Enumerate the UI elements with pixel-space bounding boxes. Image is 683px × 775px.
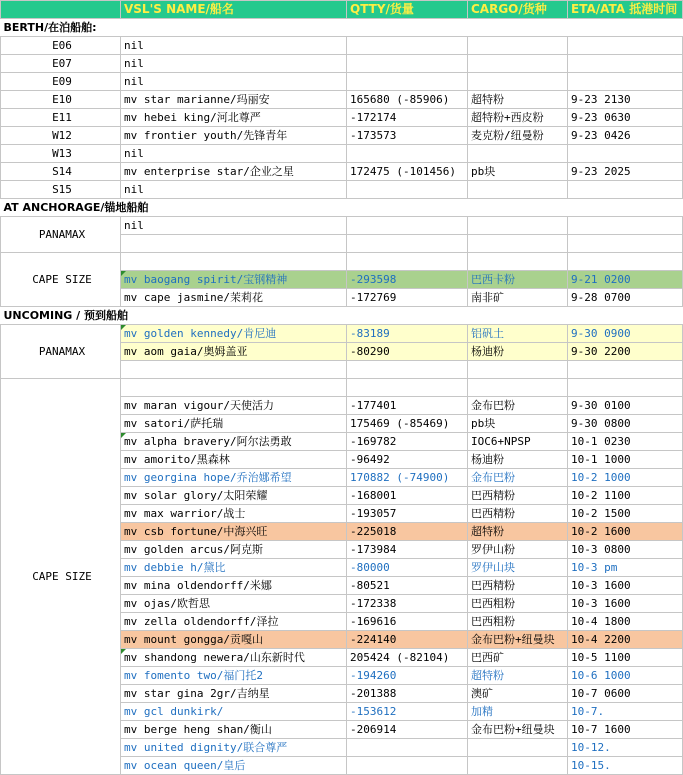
quantity-cell[interactable] <box>347 145 468 163</box>
cargo-cell[interactable]: 巴西粗粉 <box>468 613 568 631</box>
cargo-cell[interactable]: 巴西卡粉 <box>468 271 568 289</box>
vessel-class-cell[interactable]: PANAMAX <box>1 217 121 253</box>
cargo-cell[interactable]: 巴西矿 <box>468 649 568 667</box>
cargo-cell[interactable]: 杨迪粉 <box>468 451 568 469</box>
vessel-name-cell[interactable]: nil <box>121 73 347 91</box>
quantity-cell[interactable]: -177401 <box>347 397 468 415</box>
section-empty-cell[interactable] <box>347 307 468 325</box>
vessel-name-cell[interactable]: mv gcl dunkirk/ <box>121 703 347 721</box>
vessel-row <box>1 325 683 343</box>
vessel-name-cell[interactable]: nil <box>121 55 347 73</box>
eta-cell[interactable]: 9-23 0630 <box>568 109 683 127</box>
berth-row <box>1 127 683 145</box>
quantity-cell[interactable] <box>347 757 468 775</box>
cargo-cell[interactable]: 巴西精粉 <box>468 577 568 595</box>
section-empty-cell[interactable] <box>121 199 347 217</box>
vessel-name-cell[interactable] <box>121 361 347 379</box>
berth-label-cell[interactable]: W13 <box>1 145 121 163</box>
eta-cell[interactable]: 10-2 1000 <box>568 469 683 487</box>
section-empty-cell[interactable] <box>347 199 468 217</box>
quantity-cell[interactable]: -293598 <box>347 271 468 289</box>
quantity-cell[interactable] <box>347 55 468 73</box>
header-vessel-name[interactable]: VSL'S NAME/船名 <box>121 1 347 19</box>
quantity-cell[interactable]: -173984 <box>347 541 468 559</box>
cargo-cell[interactable]: pb块 <box>468 163 568 181</box>
berth-label-cell[interactable]: E07 <box>1 55 121 73</box>
eta-cell[interactable]: 10-4 2200 <box>568 631 683 649</box>
quantity-cell[interactable]: 170882 (-74900) <box>347 469 468 487</box>
berth-row <box>1 91 683 109</box>
vessel-name-cell[interactable]: mv cape jasmine/茉莉花 <box>121 289 347 307</box>
cargo-cell[interactable]: 巴西精粉 <box>468 487 568 505</box>
header-cargo[interactable]: CARGO/货种 <box>468 1 568 19</box>
quantity-cell[interactable]: -96492 <box>347 451 468 469</box>
quantity-cell[interactable] <box>347 361 468 379</box>
eta-cell[interactable]: 10-7 1600 <box>568 721 683 739</box>
eta-cell[interactable]: 10-2 1500 <box>568 505 683 523</box>
berth-label-cell[interactable]: W12 <box>1 127 121 145</box>
vessel-name-cell[interactable]: mv csb fortune/中海兴旺 <box>121 523 347 541</box>
section-empty-cell[interactable] <box>568 199 683 217</box>
vessel-row <box>1 217 683 235</box>
eta-cell[interactable]: 9-28 0700 <box>568 289 683 307</box>
berth-label-cell[interactable]: S15 <box>1 181 121 199</box>
eta-cell[interactable] <box>568 217 683 235</box>
vessel-name-cell[interactable]: mv aom gaia/奥姆盖亚 <box>121 343 347 361</box>
vessel-name-cell[interactable] <box>121 379 347 397</box>
quantity-cell[interactable]: -172769 <box>347 289 468 307</box>
cargo-cell[interactable]: 金布巴粉 <box>468 397 568 415</box>
cargo-cell[interactable]: 金布巴粉+纽曼块 <box>468 631 568 649</box>
berth-row <box>1 73 683 91</box>
vessel-class-cell[interactable]: CAPE SIZE <box>1 253 121 307</box>
eta-cell[interactable]: 10-2 1100 <box>568 487 683 505</box>
eta-cell[interactable] <box>568 145 683 163</box>
vessel-name-cell[interactable]: mv mount gongga/贡嘎山 <box>121 631 347 649</box>
eta-cell[interactable]: 9-23 2025 <box>568 163 683 181</box>
cargo-cell[interactable]: 南非矿 <box>468 289 568 307</box>
quantity-cell[interactable]: -201388 <box>347 685 468 703</box>
vessel-name-cell[interactable]: mv baogang spirit/宝钢精神 <box>121 271 347 289</box>
cargo-cell[interactable]: 澳矿 <box>468 685 568 703</box>
vessel-name-cell[interactable]: mv solar glory/太阳荣耀 <box>121 487 347 505</box>
eta-cell[interactable]: 9-30 0100 <box>568 397 683 415</box>
header-eta[interactable]: ETA/ATA 抵港时间 <box>568 1 683 19</box>
header-quantity[interactable]: QTTY/货量 <box>347 1 468 19</box>
vessel-name-cell[interactable]: mv berge heng shan/衡山 <box>121 721 347 739</box>
vessel-name-cell[interactable]: nil <box>121 217 347 235</box>
cargo-cell[interactable]: 巴西粗粉 <box>468 595 568 613</box>
eta-cell[interactable]: 10-4 1800 <box>568 613 683 631</box>
eta-cell[interactable]: 10-3 0800 <box>568 541 683 559</box>
section-header-incoming <box>1 307 683 325</box>
vessel-class-cell[interactable]: PANAMAX <box>1 325 121 379</box>
berth-label-cell[interactable]: E09 <box>1 73 121 91</box>
section-title[interactable]: BERTH/在泊船舶: <box>1 19 121 37</box>
eta-cell[interactable]: 10-1 0230 <box>568 433 683 451</box>
quantity-cell[interactable]: -80521 <box>347 577 468 595</box>
eta-cell[interactable]: 9-21 0200 <box>568 271 683 289</box>
eta-cell[interactable]: 10-3 1600 <box>568 577 683 595</box>
eta-cell[interactable]: 9-30 0800 <box>568 415 683 433</box>
quantity-cell[interactable]: -172174 <box>347 109 468 127</box>
section-empty-cell[interactable] <box>468 199 568 217</box>
vessel-name-cell[interactable]: nil <box>121 181 347 199</box>
vessel-name-cell[interactable]: mv debbie h/黛比 <box>121 559 347 577</box>
eta-cell[interactable] <box>568 181 683 199</box>
quantity-cell[interactable] <box>347 217 468 235</box>
section-title[interactable]: AT ANCHORAGE/锚地船舶 <box>1 199 121 217</box>
vessel-name-cell[interactable]: mv golden arcus/阿克斯 <box>121 541 347 559</box>
eta-cell[interactable]: 9-30 2200 <box>568 343 683 361</box>
quantity-cell[interactable]: -153612 <box>347 703 468 721</box>
eta-cell[interactable]: 10-7 0600 <box>568 685 683 703</box>
quantity-cell[interactable]: -80000 <box>347 559 468 577</box>
cargo-cell[interactable]: 罗伊山粉 <box>468 541 568 559</box>
vessel-name-cell[interactable]: mv georgina hope/乔治娜希望 <box>121 469 347 487</box>
cargo-cell[interactable]: 加精 <box>468 703 568 721</box>
section-header-anchorage <box>1 199 683 217</box>
quantity-cell[interactable] <box>347 181 468 199</box>
eta-cell[interactable]: 10-12. <box>568 739 683 757</box>
cargo-cell[interactable]: 金布巴粉+纽曼块 <box>468 721 568 739</box>
eta-cell[interactable]: 10-3 1600 <box>568 595 683 613</box>
berth-row <box>1 55 683 73</box>
vessel-row <box>1 379 683 397</box>
cargo-cell[interactable] <box>468 73 568 91</box>
quantity-cell[interactable]: -224140 <box>347 631 468 649</box>
berth-label-cell[interactable]: E06 <box>1 37 121 55</box>
eta-cell[interactable]: 9-23 0426 <box>568 127 683 145</box>
vessel-name-cell[interactable]: mv united dignity/联合尊严 <box>121 739 347 757</box>
eta-cell[interactable]: 9-23 2130 <box>568 91 683 109</box>
berth-label-cell[interactable]: S14 <box>1 163 121 181</box>
vessel-name-cell[interactable]: mv star gina 2gr/吉纳星 <box>121 685 347 703</box>
section-empty-cell[interactable] <box>468 19 568 37</box>
section-empty-cell[interactable] <box>568 19 683 37</box>
eta-cell[interactable]: 10-15. <box>568 757 683 775</box>
cargo-cell[interactable] <box>468 379 568 397</box>
section-header-berth <box>1 19 683 37</box>
vessel-name-cell[interactable]: mv golden kennedy/肯尼迪 <box>121 325 347 343</box>
quantity-cell[interactable]: 175469 (-85469) <box>347 415 468 433</box>
vessel-class-cell[interactable]: CAPE SIZE <box>1 379 121 775</box>
quantity-cell[interactable]: -83189 <box>347 325 468 343</box>
cargo-cell[interactable]: 杨迪粉 <box>468 343 568 361</box>
quantity-cell[interactable] <box>347 235 468 253</box>
eta-cell[interactable] <box>568 379 683 397</box>
vessel-name-cell[interactable]: mv ocean queen/皇后 <box>121 757 347 775</box>
quantity-cell[interactable]: -169782 <box>347 433 468 451</box>
cargo-cell[interactable] <box>468 55 568 73</box>
vessel-name-cell[interactable]: mv fomento two/福门托2 <box>121 667 347 685</box>
cargo-cell[interactable] <box>468 739 568 757</box>
quantity-cell[interactable] <box>347 73 468 91</box>
eta-cell[interactable] <box>568 55 683 73</box>
eta-cell[interactable]: 10-7. <box>568 703 683 721</box>
quantity-cell[interactable] <box>347 37 468 55</box>
vessel-name-cell[interactable]: mv ojas/欧哲思 <box>121 595 347 613</box>
cargo-cell[interactable]: 麦克粉/纽曼粉 <box>468 127 568 145</box>
vessel-name-cell[interactable]: mv amorito/黑森林 <box>121 451 347 469</box>
cargo-cell[interactable]: 超特粉 <box>468 91 568 109</box>
vessel-name-cell[interactable]: mv maran vigour/天使活力 <box>121 397 347 415</box>
vessel-name-cell[interactable]: mv satori/萨托瑞 <box>121 415 347 433</box>
quantity-cell[interactable] <box>347 253 468 271</box>
cargo-cell[interactable] <box>468 235 568 253</box>
eta-cell[interactable]: 10-2 1600 <box>568 523 683 541</box>
eta-cell[interactable]: 10-6 1000 <box>568 667 683 685</box>
vessel-name-cell[interactable] <box>121 253 347 271</box>
berth-label-cell[interactable]: E11 <box>1 109 121 127</box>
vessel-name-cell[interactable]: mv max warrior/战士 <box>121 505 347 523</box>
section-empty-cell[interactable] <box>347 19 468 37</box>
quantity-cell[interactable]: -225018 <box>347 523 468 541</box>
quantity-cell[interactable]: -169616 <box>347 613 468 631</box>
eta-cell[interactable] <box>568 37 683 55</box>
cargo-cell[interactable] <box>468 217 568 235</box>
section-empty-cell[interactable] <box>121 19 347 37</box>
quantity-cell[interactable]: -168001 <box>347 487 468 505</box>
header-berth-cell[interactable] <box>1 1 121 19</box>
eta-cell[interactable] <box>568 73 683 91</box>
cargo-cell[interactable] <box>468 361 568 379</box>
quantity-cell[interactable]: 205424 (-82104) <box>347 649 468 667</box>
quantity-cell[interactable] <box>347 739 468 757</box>
eta-cell[interactable] <box>568 253 683 271</box>
vessel-name-cell[interactable]: mv frontier youth/先锋青年 <box>121 127 347 145</box>
eta-cell[interactable] <box>568 235 683 253</box>
cargo-cell[interactable]: 超特粉+西皮粉 <box>468 109 568 127</box>
berth-label-cell[interactable]: E10 <box>1 91 121 109</box>
vessel-name-cell[interactable]: mv star marianne/玛丽安 <box>121 91 347 109</box>
quantity-cell[interactable]: -80290 <box>347 343 468 361</box>
cargo-cell[interactable] <box>468 757 568 775</box>
vessel-name-cell[interactable] <box>121 235 347 253</box>
quantity-cell[interactable]: -194260 <box>347 667 468 685</box>
cargo-cell[interactable]: IOC6+NPSP <box>468 433 568 451</box>
vessel-name-cell[interactable]: nil <box>121 145 347 163</box>
quantity-cell[interactable]: -206914 <box>347 721 468 739</box>
quantity-cell[interactable]: -193057 <box>347 505 468 523</box>
cargo-cell[interactable] <box>468 37 568 55</box>
section-empty-cell[interactable] <box>468 307 568 325</box>
cargo-cell[interactable] <box>468 145 568 163</box>
quantity-cell[interactable]: 165680 (-85906) <box>347 91 468 109</box>
berth-row <box>1 109 683 127</box>
section-empty-cell[interactable] <box>121 307 347 325</box>
eta-cell[interactable] <box>568 361 683 379</box>
cargo-cell[interactable] <box>468 181 568 199</box>
cargo-cell[interactable]: 超特粉 <box>468 523 568 541</box>
vessel-name-cell[interactable]: nil <box>121 37 347 55</box>
section-empty-cell[interactable] <box>568 307 683 325</box>
eta-cell[interactable]: 10-1 1000 <box>568 451 683 469</box>
cargo-cell[interactable]: 超特粉 <box>468 667 568 685</box>
berth-row <box>1 37 683 55</box>
cargo-cell[interactable] <box>468 253 568 271</box>
berth-row <box>1 163 683 181</box>
quantity-cell[interactable]: -172338 <box>347 595 468 613</box>
quantity-cell[interactable]: 172475 (-101456) <box>347 163 468 181</box>
header-row <box>1 1 683 19</box>
section-title[interactable]: UNCOMING / 预到船舶 <box>1 307 121 325</box>
quantity-cell[interactable] <box>347 379 468 397</box>
cargo-cell[interactable]: pb块 <box>468 415 568 433</box>
eta-cell[interactable]: 10-3 pm <box>568 559 683 577</box>
eta-cell[interactable]: 10-5 1100 <box>568 649 683 667</box>
cargo-cell[interactable]: 巴西精粉 <box>468 505 568 523</box>
vessel-name-cell[interactable]: mv hebei king/河北尊严 <box>121 109 347 127</box>
eta-cell[interactable]: 9-30 0900 <box>568 325 683 343</box>
cargo-cell[interactable]: 罗伊山块 <box>468 559 568 577</box>
cargo-cell[interactable]: 金布巴粉 <box>468 469 568 487</box>
vessel-row <box>1 253 683 271</box>
quantity-cell[interactable]: -173573 <box>347 127 468 145</box>
vessel-name-cell[interactable]: mv zella oldendorff/泽拉 <box>121 613 347 631</box>
vessel-name-cell[interactable]: mv mina oldendorff/米娜 <box>121 577 347 595</box>
vessel-name-cell[interactable]: mv alpha bravery/阿尔法勇敢 <box>121 433 347 451</box>
cargo-cell[interactable]: 铝矾土 <box>468 325 568 343</box>
berth-row <box>1 181 683 199</box>
vessel-name-cell[interactable]: mv enterprise star/企业之星 <box>121 163 347 181</box>
berth-row <box>1 145 683 163</box>
vessel-name-cell[interactable]: mv shandong newera/山东新时代 <box>121 649 347 667</box>
